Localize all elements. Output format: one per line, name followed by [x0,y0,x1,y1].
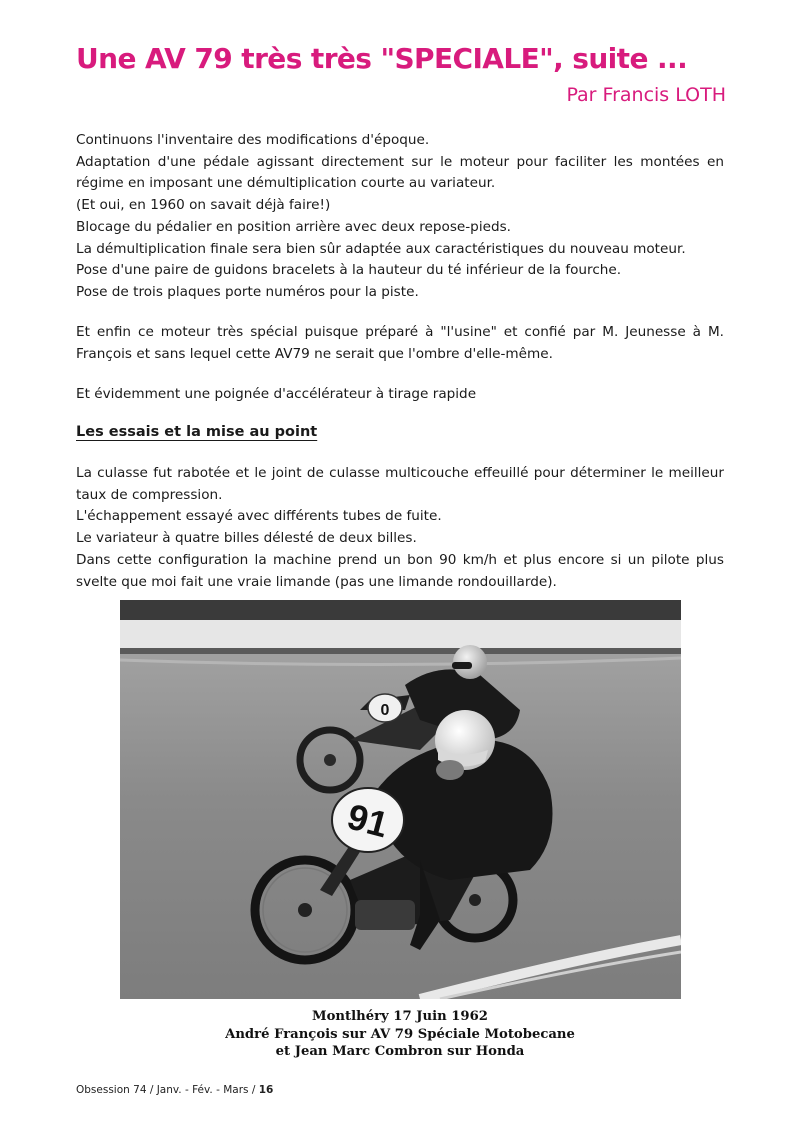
section-heading: Les essais et la mise au point [76,424,318,440]
intro-line: Continuons l'inventaire des modifications d'époque. [76,132,430,148]
intro-paragraph [76,130,724,304]
track-barrier [120,620,681,650]
page-footer [76,1084,273,1096]
intro-line: Pose de trois plaques porte numéros pour la piste. [76,283,419,300]
tests-line: Le variateur à quatre billes délesté de deux billes. [76,530,417,547]
intro-line: Blocage du pédalier en position arrière avec deux repose-pieds. [76,218,511,235]
tests-paragraph [76,463,724,593]
intro-line: Adaptation d'une pédale agissant directement sur le moteur pour faciliter les montées en régime en imposant une démultiplication courte au variateur. [76,153,724,192]
article-author: Par Francis LOTH [566,84,726,106]
caption-line: Montlhéry 17 Juin 1962 [312,1009,488,1024]
engine-paragraph: Et enfin ce moteur très spécial puisque préparé à "l'usine" et confié par M. Jeunesse à M. François et sans lequel cette AV79 ne serait que l'ombre d'elle-même. [76,324,724,362]
rear-plate-number: 0 [380,702,390,719]
intro-line: La démultiplication finale sera bien sûr adaptée aux caractéristiques du nouveau moteur. [76,240,686,257]
front-plate-number: 91 [343,795,393,846]
trees-background [120,600,681,622]
tests-line: La culasse fut rabotée et le joint de culasse multicouche effeuillé pour déterminer le meilleur taux de compression. [76,465,724,503]
article-title: Une AV 79 très très "SPECIALE", suite ... [76,42,688,75]
photo-caption [0,1008,800,1061]
footer-issue: Obsession 74 / Janv. - Fév. - Mars / [76,1084,259,1096]
throttle-paragraph: Et évidemment une poignée d'accélérateur à tirage rapide [76,386,477,402]
tests-line: L'échappement essayé avec différents tubes de fuite. [76,508,442,525]
intro-line: (Et oui, en 1960 on savait déjà faire!) [76,197,331,214]
caption-line: et Jean Marc Combron sur Honda [275,1044,525,1059]
intro-line: Pose d'une paire de guidons bracelets à la hauteur du té inférieur de la fourche. [76,262,622,279]
tests-line: Dans cette configuration la machine prend un bon 90 km/h et plus encore si un pilote plus svelte que moi fait une vraie limande (pas une limande rondouillarde). [76,551,724,590]
caption-line: André François sur AV 79 Spéciale Motobecane [225,1026,575,1042]
race-photo-illustration [120,600,681,999]
race-photo [120,600,681,999]
page-number: 16 [258,1084,274,1096]
